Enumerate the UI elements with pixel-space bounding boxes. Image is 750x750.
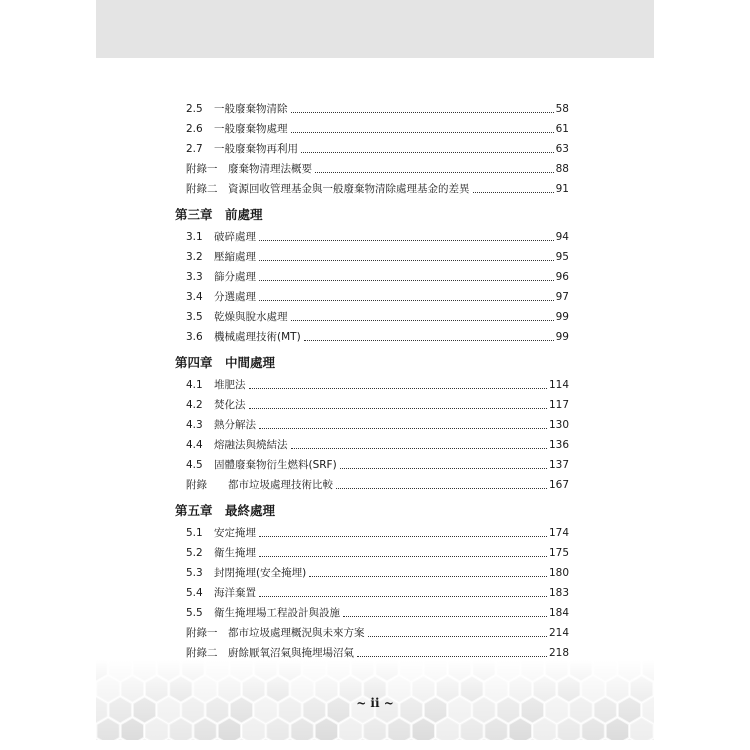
entry-number: 2.7	[186, 143, 203, 155]
toc-entry[interactable]	[186, 376, 569, 392]
entry-page-number: 94	[555, 231, 569, 243]
dot-leader	[259, 556, 547, 557]
entry-title: 衛生掩埋場工程設計與設施	[214, 607, 340, 619]
toc-entry[interactable]	[186, 564, 569, 580]
dot-leader	[301, 152, 554, 153]
toc-entry[interactable]	[186, 584, 569, 600]
dot-leader	[259, 428, 547, 429]
toc-entry[interactable]	[186, 228, 569, 244]
chapter-title: 前處理	[225, 207, 263, 222]
page-number: ~ ii ~	[356, 696, 394, 710]
entry-title: 堆肥法	[214, 379, 246, 391]
entry-page-number: 117	[548, 399, 569, 411]
entry-page-number: 88	[555, 163, 569, 175]
entry-page-number: 167	[548, 479, 569, 491]
dot-leader	[259, 280, 554, 281]
entry-page-number: 180	[548, 567, 569, 579]
entry-title: 機械處理技術(MT)	[214, 331, 301, 343]
dot-leader	[315, 172, 554, 173]
dot-leader	[304, 340, 554, 341]
chapter-heading	[175, 502, 275, 520]
entry-page-number: 130	[548, 419, 569, 431]
entry-number: 4.5	[186, 459, 203, 471]
toc-entry[interactable]	[186, 288, 569, 304]
entry-number: 5.5	[186, 607, 203, 619]
entry-number: 附錄一	[186, 163, 218, 175]
entry-page-number: 175	[548, 547, 569, 559]
dot-leader	[249, 408, 547, 409]
entry-page-number: 183	[548, 587, 569, 599]
entry-page-number: 184	[548, 607, 569, 619]
dot-leader	[357, 656, 547, 657]
entry-page-number: 58	[555, 103, 569, 115]
dot-leader	[309, 576, 547, 577]
entry-number: 3.5	[186, 311, 203, 323]
dot-leader	[336, 488, 547, 489]
toc-entry[interactable]	[186, 140, 569, 156]
entry-page-number: 218	[548, 647, 569, 659]
entry-page-number: 137	[548, 459, 569, 471]
entry-title: 封閉掩埋(安全掩埋)	[214, 567, 307, 579]
entry-title: 壓縮處理	[214, 251, 256, 263]
entry-title: 熱分解法	[214, 419, 256, 431]
entry-title: 固體廢棄物衍生燃料(SRF)	[214, 459, 337, 471]
entry-number: 4.2	[186, 399, 203, 411]
dot-leader	[368, 636, 547, 637]
toc-entry[interactable]	[186, 524, 569, 540]
chapter-heading	[175, 354, 275, 372]
toc-entry[interactable]	[186, 604, 569, 620]
entry-page-number: 174	[548, 527, 569, 539]
chapter-number: 第四章	[175, 355, 213, 370]
dot-leader	[249, 388, 547, 389]
entry-page-number: 91	[555, 183, 569, 195]
entry-title: 都市垃圾處理技術比較	[228, 479, 333, 491]
entry-number: 5.1	[186, 527, 203, 539]
entry-page-number: 61	[555, 123, 569, 135]
entry-number: 3.4	[186, 291, 203, 303]
entry-number: 3.6	[186, 331, 203, 343]
toc-appendix-entry[interactable]	[186, 180, 569, 196]
dot-leader	[259, 596, 547, 597]
entry-number: 附錄	[186, 479, 207, 491]
toc-entry[interactable]	[186, 308, 569, 324]
entry-title: 一般廢棄物處理	[214, 123, 288, 135]
toc-appendix-entry[interactable]	[186, 476, 569, 492]
entry-number: 2.6	[186, 123, 203, 135]
entry-title: 一般廢棄物清除	[214, 103, 288, 115]
toc-appendix-entry[interactable]	[186, 624, 569, 640]
chapter-title: 中間處理	[225, 355, 276, 370]
entry-number: 4.4	[186, 439, 203, 451]
entry-title: 一般廢棄物再利用	[214, 143, 298, 155]
dot-leader	[291, 112, 554, 113]
entry-title: 海洋棄置	[214, 587, 256, 599]
dot-leader	[291, 320, 554, 321]
chapter-heading	[175, 206, 263, 224]
entry-number: 3.2	[186, 251, 203, 263]
dot-leader	[259, 536, 547, 537]
dot-leader	[291, 448, 547, 449]
entry-title: 破碎處理	[214, 231, 256, 243]
entry-page-number: 95	[555, 251, 569, 263]
entry-number: 4.3	[186, 419, 203, 431]
toc-appendix-entry[interactable]	[186, 160, 569, 176]
dot-leader	[259, 240, 554, 241]
toc-entry[interactable]	[186, 544, 569, 560]
entry-number: 5.3	[186, 567, 203, 579]
entry-page-number: 96	[555, 271, 569, 283]
entry-number: 5.2	[186, 547, 203, 559]
entry-number: 2.5	[186, 103, 203, 115]
entry-title: 安定掩埋	[214, 527, 256, 539]
entry-title: 熔融法與燒結法	[214, 439, 288, 451]
entry-page-number: 114	[548, 379, 569, 391]
toc-entry[interactable]	[186, 396, 569, 412]
entry-number: 附錄一	[186, 627, 218, 639]
dot-leader	[340, 468, 547, 469]
entry-title: 廢棄物清理法概要	[228, 163, 312, 175]
entry-page-number: 136	[548, 439, 569, 451]
entry-page-number: 214	[548, 627, 569, 639]
dot-leader	[259, 300, 554, 301]
toc-entry[interactable]	[186, 268, 569, 284]
entry-number: 5.4	[186, 587, 203, 599]
toc-entry[interactable]	[186, 436, 569, 452]
entry-number: 4.1	[186, 379, 203, 391]
toc-entry[interactable]	[186, 456, 569, 472]
toc-entry[interactable]	[186, 120, 569, 136]
entry-title: 衛生掩埋	[214, 547, 256, 559]
entry-title: 資源回收管理基金與一般廢棄物清除處理基金的差異	[228, 183, 470, 195]
entry-title: 廚餘厭氧沼氣與掩埋場沼氣	[228, 647, 354, 659]
dot-leader	[291, 132, 554, 133]
entry-number: 3.3	[186, 271, 203, 283]
entry-title: 乾燥與脫水處理	[214, 311, 288, 323]
chapter-number: 第三章	[175, 207, 213, 222]
chapter-number: 第五章	[175, 503, 213, 518]
chapter-title: 最終處理	[225, 503, 276, 518]
entry-title: 焚化法	[214, 399, 246, 411]
toc-entry[interactable]	[186, 100, 569, 116]
entry-page-number: 99	[555, 311, 569, 323]
entry-page-number: 63	[555, 143, 569, 155]
toc-entry[interactable]	[186, 328, 569, 344]
entry-title: 篩分處理	[214, 271, 256, 283]
entry-number: 附錄二	[186, 183, 218, 195]
dot-leader	[343, 616, 547, 617]
dot-leader	[473, 192, 554, 193]
entry-title: 都市垃圾處理概況與未來方案	[228, 627, 365, 639]
toc-entry[interactable]	[186, 416, 569, 432]
entry-title: 分選處理	[214, 291, 256, 303]
toc-entry[interactable]	[186, 248, 569, 264]
entry-number: 3.1	[186, 231, 203, 243]
entry-page-number: 97	[555, 291, 569, 303]
toc-appendix-entry[interactable]	[186, 644, 569, 660]
entry-number: 附錄二	[186, 647, 218, 659]
dot-leader	[259, 260, 554, 261]
entry-page-number: 99	[555, 331, 569, 343]
